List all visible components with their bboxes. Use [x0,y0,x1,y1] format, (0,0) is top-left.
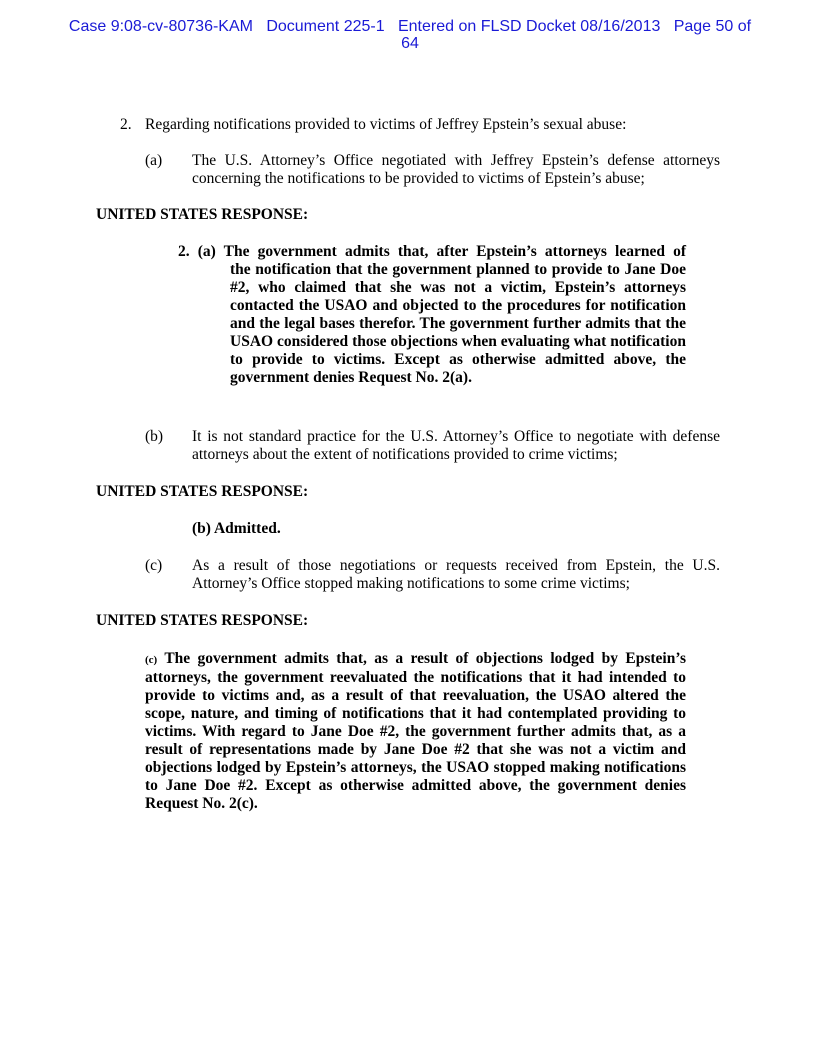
response-heading-b: UNITED STATES RESPONSE: [96,483,309,500]
response-a-text: the notification that the government planned to provide to Jane Doe #2, who claimed that she was not a victim, Epstein’s attorneys contacted the USAO and objected to the procedures for notification and the legal bases therefor. The government further admits that the USAO considered those objections when evaluating what notification to provide to victims. Except as otherwise admitted above, the government denies Request No. 2(a). [230,261,686,386]
item-number: 2. [120,116,132,133]
docket-stamp-header [60,18,760,52]
request-a-label: (a) [145,152,163,169]
case-number: Case 9:08-cv-80736-KAM [68,18,253,35]
response-heading-c: UNITED STATES RESPONSE: [96,612,309,629]
response-heading-a: UNITED STATES RESPONSE: [96,206,309,223]
page-count-line1: Page 50 of [673,18,752,35]
response-c-text: The government admits that, as a result of objections lodged by Epstein’s attorneys, the government reevaluated the notifications that it had intended to provide to victims and, as a result of that reevaluation, the USAO altered the scope, nature, and timing of notifications that it had contemplated providing to victims. With regard to Jane Doe #2, the government further admits that, as a result of representations made by Jane Doe #2 that she was not a victim and objections lodged by Epstein’s attorneys, the USAO stopped making notifications to Jane Doe #2. Except as otherwise admitted above, the government denies Request No. 2(c). [145,650,686,812]
docket-entry-date: Entered on FLSD Docket 08/16/2013 [397,18,661,35]
request-a-text: The U.S. Attorney’s Office negotiated with Jeffrey Epstein’s defense attorneys concerning the notifications to be provided to victims of Epstein’s abuse; [192,152,720,187]
response-a-first-line [178,243,686,261]
response-c [145,650,686,813]
response-a-first-text: The government admits that, after Epstein’s attorneys learned of [223,243,686,260]
request-c-label: (c) [145,557,163,574]
request-b-label: (b) [145,428,164,445]
response-a-lead: 2. (a) [178,243,216,260]
page-count-line2: 64 [401,35,419,52]
response-c-label: (c) [145,654,158,666]
document-number: Document 225-1 [266,18,385,35]
response-b-text: (b) Admitted. [192,520,281,537]
request-c-text: As a result of those negotiations or requests received from Epstein, the U.S. Attorney’s Office stopped making notifications to some crime victims; [192,557,720,592]
request-b-text: It is not standard practice for the U.S. Attorney’s Office to negotiate with defense attorneys about the extent of notifications provided to crime victims; [192,428,720,463]
item-intro-text: Regarding notifications provided to victims of Jeffrey Epstein’s sexual abuse: [145,116,627,133]
